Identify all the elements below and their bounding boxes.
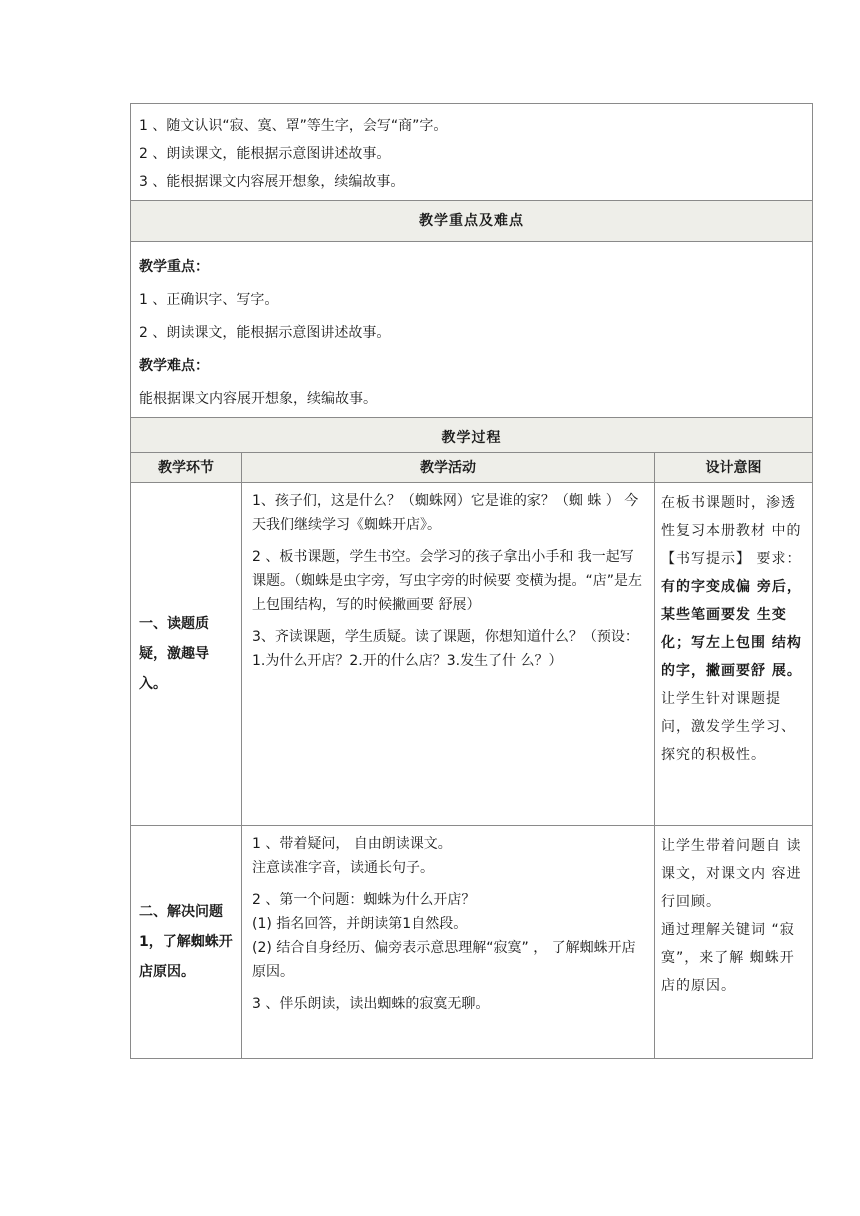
activity-item: 2 、第一个问题：蜘蛛为什么开店？ [252, 892, 476, 908]
difficulty-heading: 教学难点： [139, 358, 209, 374]
objective-item: 3 、能根据课文内容展开想象，续编故事。 [139, 174, 405, 190]
activity-item: (2) 结合自身经历、偏旁表示意思理解“寂寞” ， 了解蜘蛛开店原因。 [252, 940, 636, 980]
intent-text: 让学生带着问题自 读课文，对课文内 容进行回顾。 [661, 838, 802, 910]
intent-emphasis: 有的字变成偏 旁后，某些笔画要发 生变化；写左上包围 结构的字，撇画要舒 展。 [661, 579, 802, 679]
activity-item: 1 、带着疑问， 自由朗读课文。 [252, 836, 452, 852]
activity-cell [242, 483, 655, 826]
activity-item: 3 、伴乐朗读，读出蜘蛛的寂寞无聊。 [252, 996, 490, 1012]
activity-item: 1、孩子们，这是什么？（蜘蛛网）它是谁的家？（蜘 蛛 ） 今天我们继续学习《蜘蛛开店》。 [252, 493, 639, 533]
process-table [131, 453, 812, 1058]
stage-cell: 二、解决问题1，了解蜘蛛开店原因。 [131, 826, 242, 1058]
process-band: 教学过程 [131, 418, 812, 453]
difficulty-text: 能根据课文内容展开想象，续编故事。 [139, 391, 377, 407]
header-intent: 设计意图 [655, 453, 812, 483]
header-stage: 教学环节 [131, 453, 242, 483]
objective-item: 1 、随文认识“寂、寞、罩”等生字，会写“商”字。 [139, 118, 448, 134]
key-heading: 教学重点： [139, 259, 209, 275]
lesson-plan-table [130, 103, 813, 1059]
intent-text: 通过理解关键词 “寂寞”，来了解 蜘蛛开店的原因。 [661, 922, 795, 994]
intent-text: 让学生针对课题提 问，激发学生学习、 探究的积极性。 [661, 691, 796, 763]
intent-cell [655, 483, 812, 826]
objectives-block [131, 104, 812, 201]
key-difficulty-block [131, 242, 812, 418]
key-difficulty-band: 教学重点及难点 [131, 201, 812, 242]
intent-cell [655, 826, 812, 1058]
key-item: 2 、朗读课文，能根据示意图讲述故事。 [139, 325, 391, 341]
intent-text: 在板书课题时，渗透性复习本册教材 中的【书写提示】 要求： [661, 495, 802, 567]
activity-item: 2 、板书课题，学生书空。会学习的孩子拿出小手和 我一起写课题。（蜘蛛是虫字旁，写虫字旁的时候要 变横为提。“店”是左上包围结构，写的时候撇画要 舒展） [252, 549, 642, 613]
activity-cell [242, 826, 655, 1058]
activity-item: (1) 指名回答，并朗读第1自然段。 [252, 916, 468, 932]
activity-item: 3、齐读课题，学生质疑。读了课题，你想知道什么？（预设：1.为什么开店？2.开的什么店？3.发生了什 么？） [252, 629, 639, 669]
activity-item: 注意读准字音，读通长句子。 [252, 860, 434, 876]
objective-item: 2 、朗读课文，能根据示意图讲述故事。 [139, 146, 391, 162]
stage-cell: 一、读题质 疑，激趣导 入。 [131, 483, 242, 826]
key-item: 1 、正确识字、写字。 [139, 292, 279, 308]
header-activity: 教学活动 [242, 453, 655, 483]
